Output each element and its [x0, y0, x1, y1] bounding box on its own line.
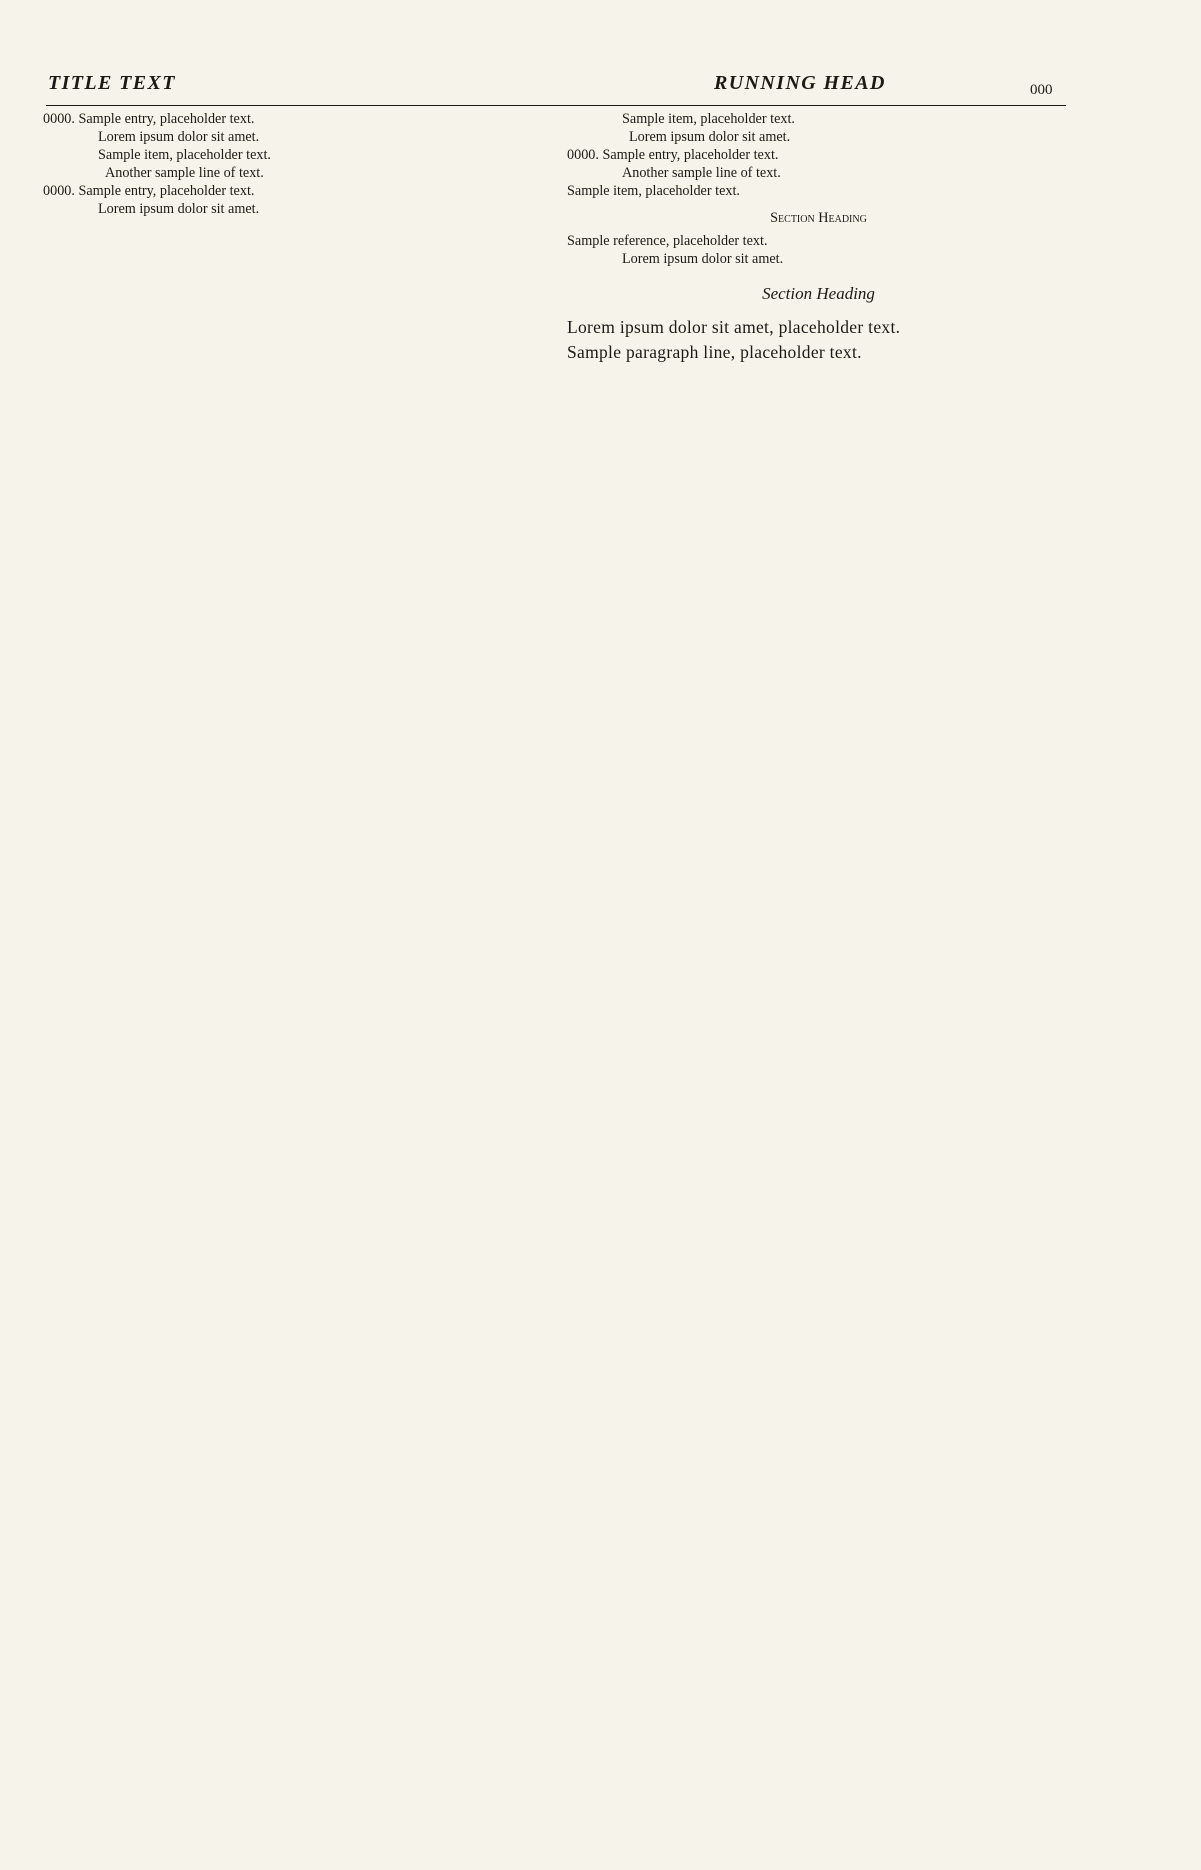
bibliography-line: Sample reference, placeholder text.	[567, 232, 768, 249]
page-number: 000	[1030, 82, 1053, 98]
catalog-line: Sample item, placeholder text.	[622, 111, 795, 127]
catalog-line: Sample item, placeholder text.	[567, 182, 740, 199]
right-column	[567, 111, 1070, 365]
paragraph-line: Lorem ipsum dolor sit amet, placeholder text.	[567, 316, 901, 337]
bibliography-entries	[567, 233, 1070, 269]
spacer	[567, 201, 1070, 210]
bibliography-line: Lorem ipsum dolor sit amet.	[622, 250, 784, 267]
catalog-line: Lorem ipsum dolor sit amet.	[629, 128, 791, 145]
section-title-faure: Section Heading	[762, 283, 875, 303]
paragraph-line: Sample paragraph line, placeholder text.	[567, 341, 862, 362]
bibliography-title: Section Heading	[770, 209, 867, 226]
catalog-line: 0000. Sample entry, placeholder text.	[43, 111, 255, 127]
catalog-line: 0000. Sample entry, placeholder text.	[567, 146, 779, 163]
right-column-entries	[567, 111, 1070, 201]
catalog-line: Lorem ipsum dolor sit amet.	[98, 128, 260, 145]
catalog-line: 0000. Sample entry, placeholder text.	[43, 182, 255, 199]
header-rule	[46, 105, 1066, 106]
catalog-line: Lorem ipsum dolor sit amet.	[98, 200, 260, 217]
catalog-line: Another sample line of text.	[622, 164, 781, 181]
section-paragraph	[567, 315, 1070, 365]
running-header-right: RUNNING HEAD	[714, 72, 886, 94]
left-column	[43, 111, 549, 219]
running-header-left: TITLE TEXT	[48, 72, 176, 94]
catalog-line: Sample item, placeholder text.	[98, 146, 271, 163]
catalog-line: Another sample line of text.	[105, 164, 264, 181]
